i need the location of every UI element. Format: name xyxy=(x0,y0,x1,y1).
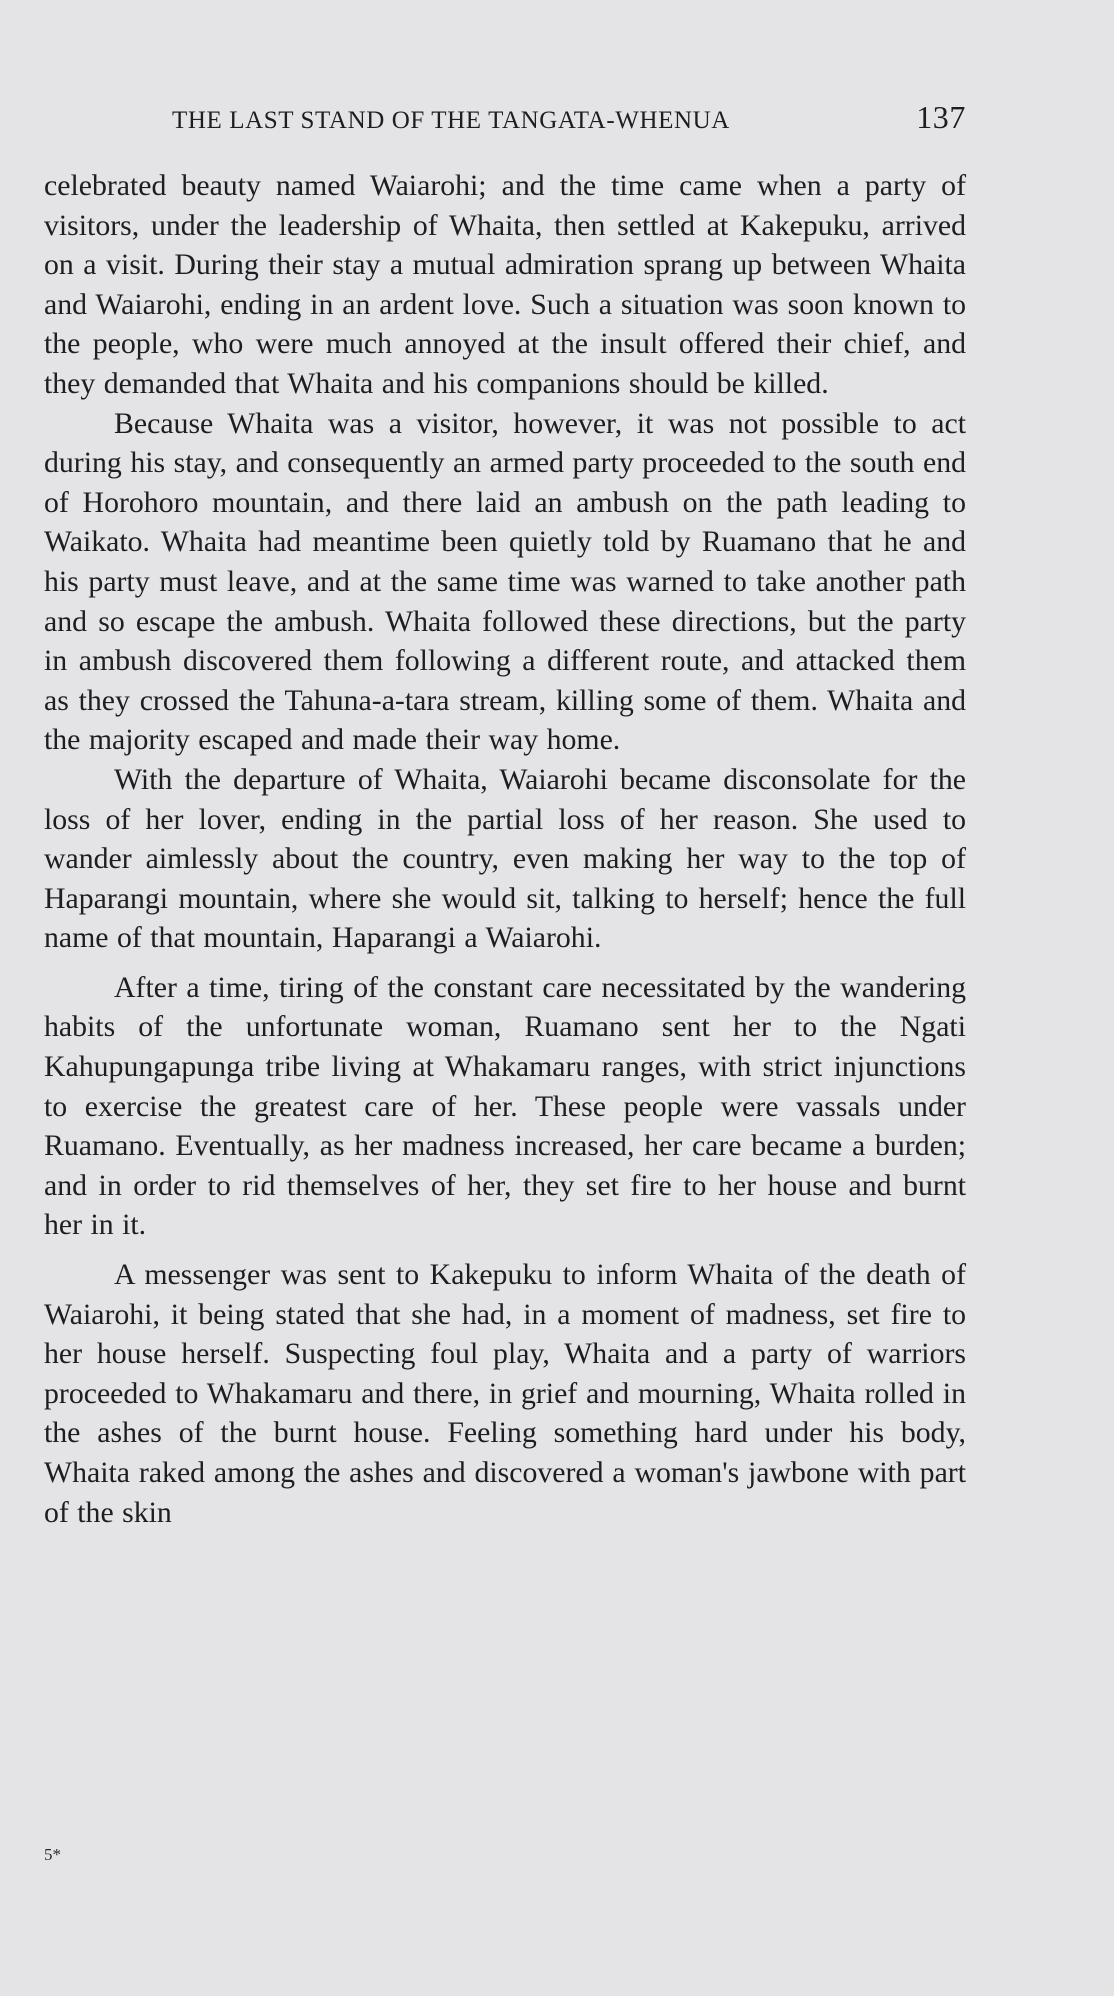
signature-mark: 5* xyxy=(44,1845,61,1864)
paragraph-5: A messenger was sent to Kakepuku to inform Whaita of the death of Waiarohi, it being stated that she had, in a moment of madness, set fire to her house herself. Suspecting foul play, Whaita and a party of warriors proceeded to Whakamaru and there, in grief and mourning, Whaita rolled in the ashes of the burnt house. Feeling something hard under his body, Whaita raked among the ashes and discovered a woman's jawbone with part of the skin xyxy=(44,1258,966,1529)
running-title: THE LAST STAND OF THE TANGATA-WHENUA xyxy=(172,107,730,134)
page-number: 137 xyxy=(916,99,966,135)
paragraph-1: celebrated beauty named Waiarohi; and the time came when a party of visitors, under the leadership of Whaita, then settled at Kakepuku, arrived on a visit. During their stay a mutual admiration sprang up between Whaita and Waiarohi, ending in an ardent love. Such a situation was soon known to the people, who were much annoyed at the insult offered their chief, and they demanded that Whaita and his companions should be killed. xyxy=(44,169,966,400)
paragraph-2: Because Whaita was a visitor, however, it was not possible to act during his stay, and consequently an armed party proceeded to the south end of Horohoro mountain, and there laid an ambush on the path leading to Waikato. Whaita had meantime been quietly told by Ruamano that he and his party must leave, and at the same time was warned to take another path and so escape the ambush. Whaita followed these directions, but the party in ambush discovered them following a different route, and attacked them as they crossed the Tahuna-a-tara stream, killing some of them. Whaita and the majority escaped and made their way home. xyxy=(44,406,966,757)
paragraph-3: With the departure of Whaita, Waiarohi became disconsolate for the loss of her lover, ending in the partial loss of her reason. She used to wander aimlessly about the country, even making her way to the top of Haparangi mountain, where she would sit, talking to herself; hence the full name of that mountain, Haparangi a Waiarohi. xyxy=(44,762,966,955)
running-head xyxy=(44,95,966,141)
book-page xyxy=(44,95,966,1532)
body-text xyxy=(44,166,966,1532)
paragraph-4: After a time, tiring of the constant care necessitated by the wandering habits of the unfortunate woman, Ruamano sent her to the Ngati Kahupungapunga tribe living at Whakamaru ranges, with strict injunctions to exercise the greatest care of her. These people were vassals under Ruamano. Eventually, as her madness increased, her care became a burden; and in order to rid themselves of her, they set fire to her house and burnt her in it. xyxy=(44,970,966,1242)
